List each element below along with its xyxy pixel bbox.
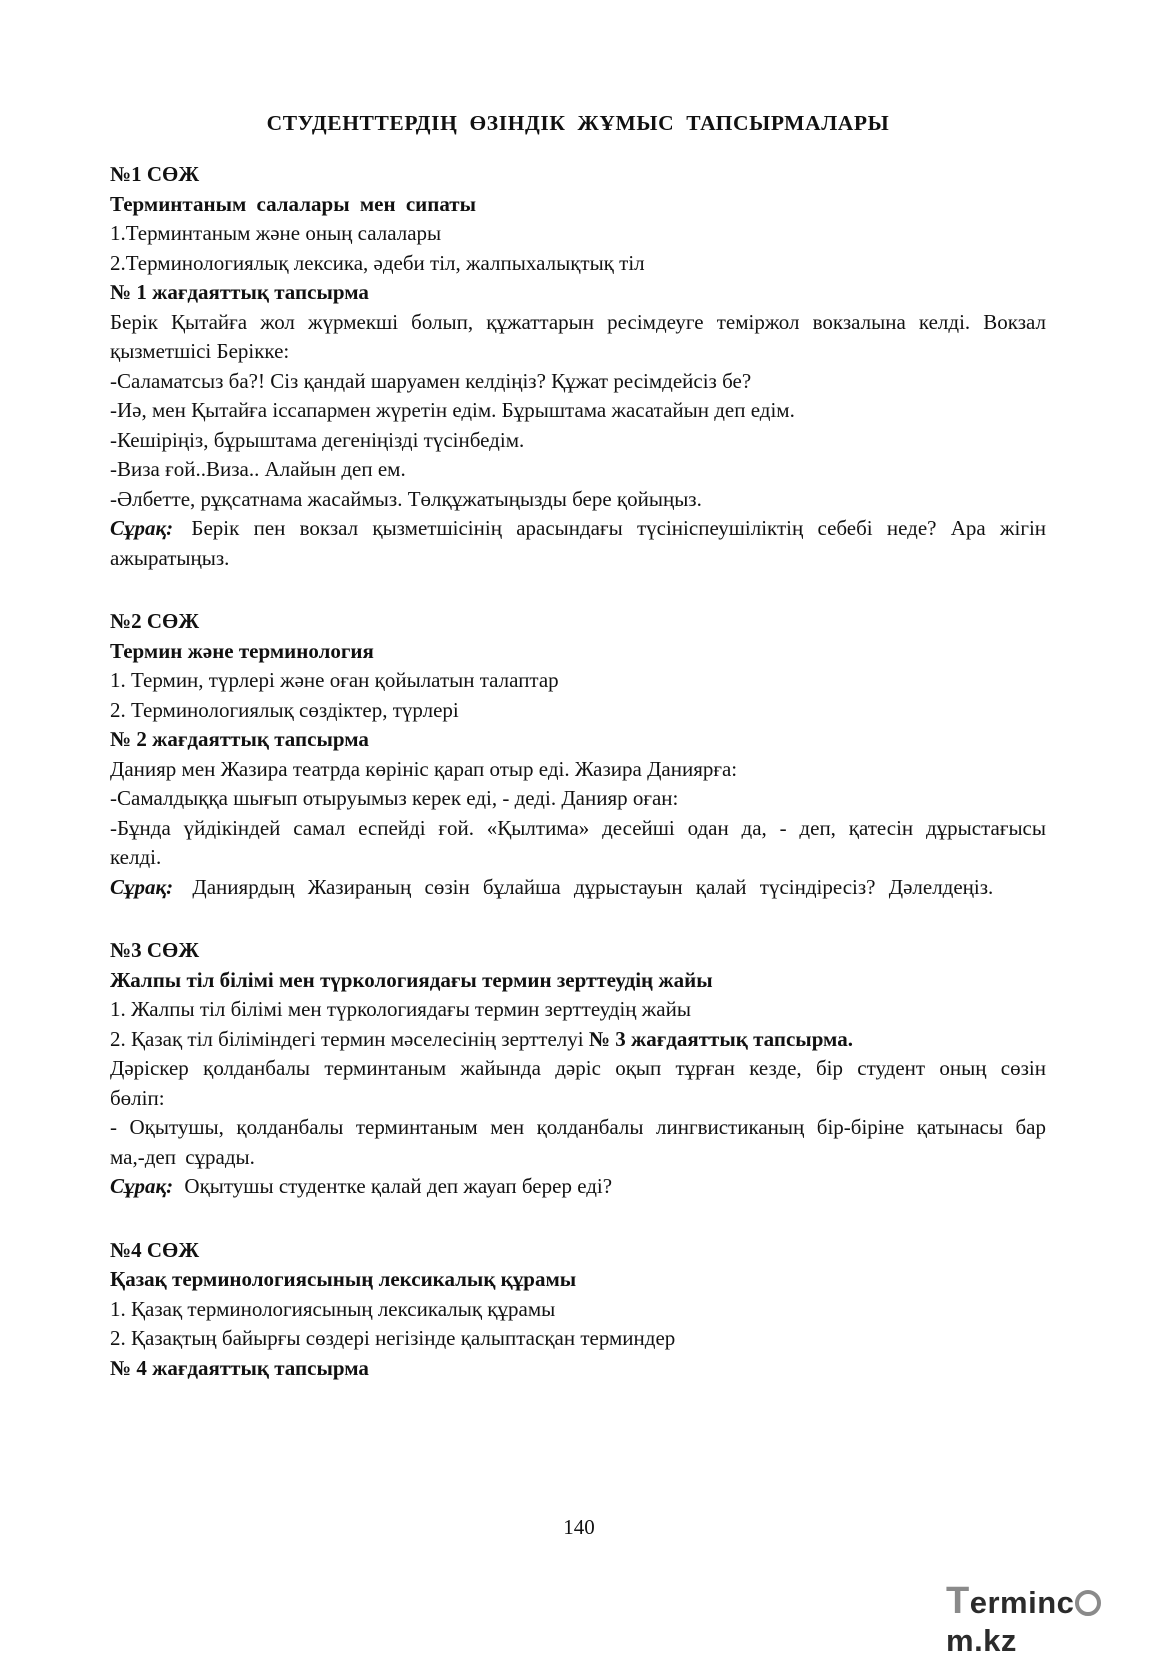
question xyxy=(110,514,1046,573)
section-topic: Термин және терминология xyxy=(110,638,374,663)
section-3 xyxy=(110,936,1046,1202)
question xyxy=(110,1172,1046,1202)
list-item: 1. Жалпы тіл білімі мен түркологиядағы термин зерттеудің жайы xyxy=(110,997,691,1021)
section-heading: №1 СӨЖ xyxy=(110,162,200,186)
section-2 xyxy=(110,607,1046,902)
task-paragraph: Берік Қытайға жол жүрмекші болып, құжаттарын ресімдеуге теміржол вокзалына келді. Вокзал қызметшісі Берікке: xyxy=(110,309,1046,363)
question-label: Сұрақ: xyxy=(110,874,174,899)
task-heading: № 2 жағдаяттық тапсырма xyxy=(110,727,369,751)
question-label: Сұрақ: xyxy=(110,516,174,540)
page-title: СТУДЕНТТЕРДІҢ ӨЗІНДІК ЖҰМЫС ТАПСЫРМАЛАРЫ xyxy=(266,111,890,135)
section-topic: Терминтаным салалары мен сипаты xyxy=(110,191,477,216)
watermark-ring-icon xyxy=(1075,1590,1101,1616)
watermark-text-end: m.kz xyxy=(946,1623,1017,1658)
question-text: Оқытушы студентке қалай деп жауап берер еді? xyxy=(184,1174,613,1198)
list-item: 2.Терминологиялық лексика, әдеби тіл, жалпыхалықтық тіл xyxy=(110,250,645,275)
section-heading: №3 СӨЖ xyxy=(110,938,200,962)
watermark-text-middle: erminc xyxy=(969,1585,1075,1620)
dialogue-line: -Виза ғой..Виза.. Алайын деп ем. xyxy=(110,457,406,481)
watermark-letter-t: T xyxy=(946,1580,970,1622)
list-item-text: 2. Қазақ тіл біліміндегі термин мәселесінің зерттелуі xyxy=(110,1026,589,1051)
list-item: 2. Терминологиялық сөздіктер, түрлері xyxy=(110,697,459,722)
dialogue-line: -Бұнда үйдікіндей самал еспейді ғой. «Қылтима» десейші одан да, - деп, қатесін дұрыстағысы келді. xyxy=(110,815,1046,869)
question-text: Даниярдың Жазираның сөзін бұлайша дұрыстауын қалай түсіндіресіз? Дәлелдеңіз. xyxy=(192,874,994,899)
section-heading: №2 СӨЖ xyxy=(110,609,200,633)
dialogue-line: -Әлбетте, рұқсатнама жасаймыз. Төлқұжатыңызды бере қойыңыз. xyxy=(110,486,702,511)
task-heading: № 3 жағдаяттық тапсырма. xyxy=(588,1026,853,1051)
dialogue-line: -Самалдыққа шығып отыруымыз керек еді, - деді. Данияр оған: xyxy=(110,786,679,810)
dialogue-line: - Оқытушы, қолданбалы терминтаным мен қолданбалы лингвистиканың бір-біріне қатынасы бар ма,-деп сұрады. xyxy=(110,1115,1046,1169)
section-1 xyxy=(110,160,1046,573)
task-heading: № 1 жағдаяттық тапсырма xyxy=(110,280,369,304)
section-4 xyxy=(110,1236,1046,1384)
list-item: 1.Терминтаным және оның салалары xyxy=(110,221,442,245)
list-item: 2. Қазақтың байырғы сөздері негізінде қалыптасқан терминдер xyxy=(110,1326,676,1350)
list-item: 1. Қазақ терминологиясының лексикалық құрамы xyxy=(110,1296,556,1321)
section-heading: №4 СӨЖ xyxy=(110,1237,200,1262)
task-heading: № 4 жағдаяттық тапсырма xyxy=(110,1355,369,1380)
task-paragraph: Данияр мен Жазира театрда көрініс қарап отыр еді. Жазира Даниярға: xyxy=(110,756,738,781)
question-label: Сұрақ: xyxy=(110,1174,174,1198)
dialogue-line: -Кешіріңіз, бұрыштама дегеніңізді түсінбедім. xyxy=(110,427,525,452)
dialogue-line: -Иә, мен Қытайға іссапармен жүретін едім. Бұрыштама жасатайын деп едім. xyxy=(110,398,795,422)
task-paragraph: Дәріскер қолданбалы терминтаным жайында дәріс оқып тұрған кезде, бір студент оның сөзін бөліп: xyxy=(110,1056,1046,1110)
question xyxy=(110,873,1046,903)
section-topic: Жалпы тіл білімі мен түркологиядағы термин зерттеудің жайы xyxy=(110,967,713,992)
watermark-logo xyxy=(946,1580,1146,1658)
page-number: 140 xyxy=(563,1515,595,1539)
question-text: Берік пен вокзал қызметшісінің арасындағы түсініспеушіліктің себебі неде? Ара жігін ажыратыңыз. xyxy=(110,516,1047,570)
list-item xyxy=(110,1025,1046,1055)
list-item: 1. Термин, түрлері және оған қойылатын талаптар xyxy=(110,668,559,692)
section-topic: Қазақ терминологиясының лексикалық құрамы xyxy=(110,1267,577,1291)
dialogue-line: -Саламатсыз ба?! Сіз қандай шаруамен келдіңіз? Құжат ресімдейсіз бе? xyxy=(110,368,752,393)
document-page xyxy=(110,108,1046,1383)
